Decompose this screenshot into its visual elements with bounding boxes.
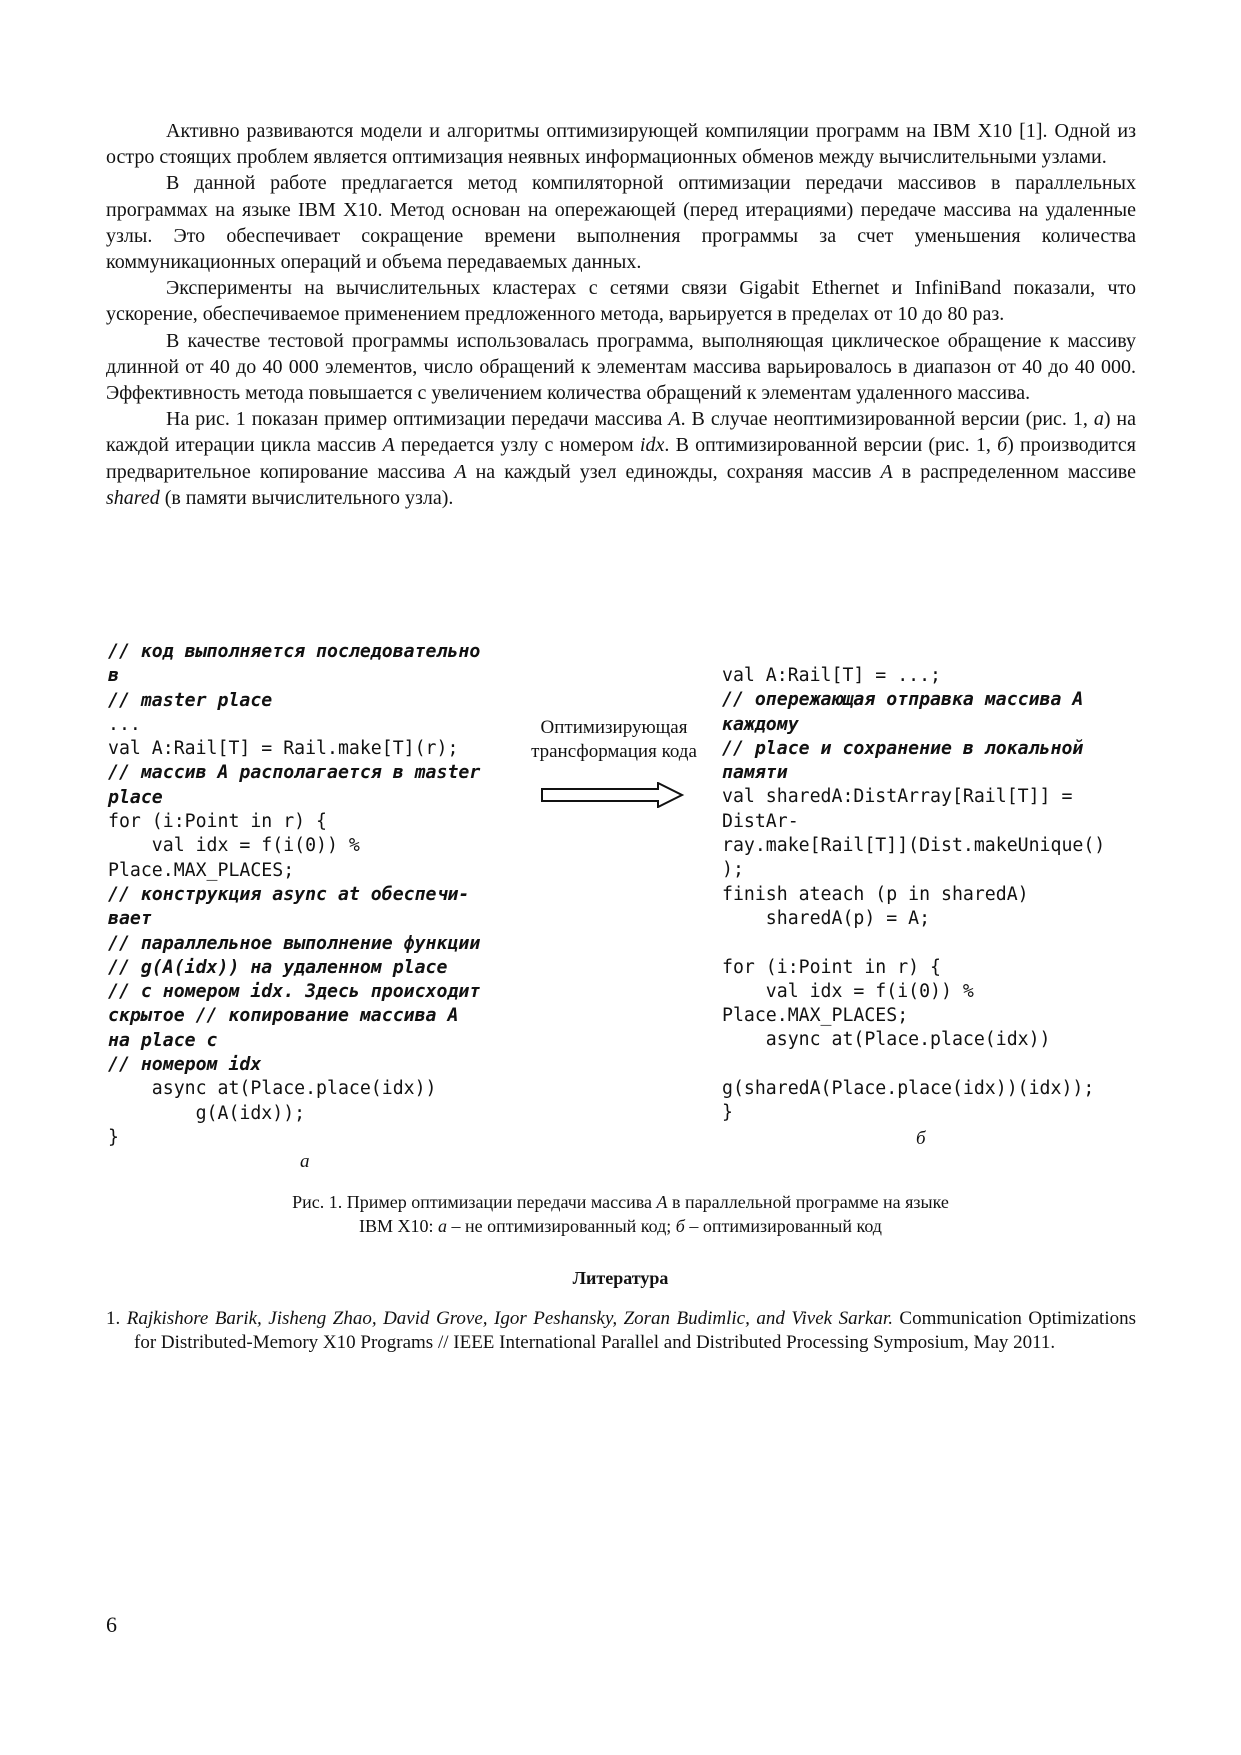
code-text: val idx = f(i(0)) % [108, 835, 360, 857]
reference-item [106, 1307, 1136, 1355]
text-run: ) производится предварительное копирование массива [106, 434, 1137, 483]
transform-arrow-icon [540, 782, 685, 808]
code-comment: на place с [108, 1029, 218, 1051]
text-run: Активно развиваются модели и алгоритмы оптимизирующей компиляции программ на IBM X10 [1]. Одной из остро стоящих проблем является оптимизация неявных информационных обменов между вычислительными узлами. [106, 120, 1136, 169]
italic-run: б [675, 1216, 685, 1236]
code-text: val A:Rail[T] = ...; [722, 665, 941, 686]
italic-run: A [656, 1192, 668, 1212]
code-line [108, 835, 360, 856]
code-text: async at(Place.place(idx)) [108, 1078, 437, 1100]
page-number: 6 [106, 1612, 117, 1637]
code-line [722, 786, 1072, 807]
text-run: . В оптимизированной версии (рис. 1, [664, 434, 998, 457]
text-run: в распределенном массиве [892, 460, 1136, 483]
code-line [108, 933, 480, 954]
code-comment: // конструкция async at обеспечи- [108, 883, 470, 905]
italic-run: а [438, 1216, 448, 1236]
references-heading: Литература [572, 1268, 669, 1288]
text-run: 1. [106, 1308, 127, 1329]
code-comment: // master place [108, 689, 273, 711]
code-line [108, 1078, 437, 1099]
text-run: ) на каждой итерации цикла массив [106, 408, 1136, 457]
body-text [106, 118, 1136, 511]
code-listing-unoptimized [108, 640, 480, 1150]
code-text: Place.MAX_PLACES; [108, 859, 295, 881]
text-run: На рис. 1 показан пример оптимизации передачи массива [166, 408, 669, 431]
code-line [108, 884, 469, 905]
code-line [108, 714, 141, 735]
italic-run: A [454, 460, 467, 483]
code-comment: // код выполняется последовательно [108, 641, 481, 662]
italic-run: shared [106, 486, 160, 509]
italic-run: б [997, 434, 1008, 457]
code-line [108, 860, 294, 881]
code-text: ray.make[Rail[T]](Dist.makeUnique() [722, 835, 1106, 857]
text-run: на каждый узел единожды, сохраняя массив [466, 460, 881, 483]
code-text: g(A(idx)); [108, 1102, 306, 1124]
code-text: finish ateach (p in sharedA) [722, 883, 1029, 905]
code-comment: // массив A располагается в master [108, 762, 481, 784]
text-run: Эксперименты на вычислительных кластерах с сетями связи Gigabit Ethernet и InfiniBand показали, что ускорение, обеспечиваемое применением предложенного метода, варьируется в пределах от 10 до 80 раз. [106, 277, 1136, 326]
code-comment: // g(A(idx)) на удаленном place [108, 956, 448, 978]
code-line [108, 762, 480, 783]
paragraph [106, 118, 1136, 170]
code-line [108, 1005, 458, 1026]
figure-sublabel-b: б [916, 1128, 926, 1149]
text-run: Рис. 1. Пример оптимизации передачи массива [292, 1192, 657, 1212]
italic-run: A [880, 460, 893, 483]
code-line [722, 665, 941, 686]
code-text: for (i:Point in r) { [722, 956, 941, 978]
code-comment: каждому [722, 713, 799, 735]
code-comment: в [108, 665, 119, 687]
code-line [108, 690, 272, 711]
code-comment: // place и сохранение в локальной [722, 737, 1084, 759]
code-line [722, 1102, 733, 1123]
code-line [722, 908, 930, 929]
code-text: val idx = f(i(0)) % [722, 980, 974, 1002]
code-line [722, 957, 941, 978]
code-line [108, 908, 152, 929]
code-text: ); [722, 859, 744, 881]
code-text: val sharedA:DistArray[Rail[T]] = [722, 786, 1073, 808]
code-line [722, 1029, 1051, 1050]
code-line [108, 787, 163, 808]
text-run: в параллельной программе на языке [667, 1192, 949, 1212]
figure-sublabel-a: а [300, 1151, 310, 1172]
code-line [108, 811, 327, 832]
code-text: val A:Rail[T] = Rail.make[T](r); [108, 738, 459, 760]
figure-caption [0, 1190, 1241, 1214]
text-run: (в памяти вычислительного узла). [159, 486, 454, 509]
text-run: . В случае неоптимизированной версии (рис. 1, [680, 408, 1094, 431]
text-run: – не оптимизированный код; [447, 1216, 676, 1236]
code-line [722, 859, 744, 880]
code-comment: // с номером idx. Здесь происходит [108, 981, 481, 1003]
code-line [722, 884, 1029, 905]
code-comment: вает [108, 908, 152, 930]
text-run: Communication Optimizations for Distributed-Memory X10 Programs // IEEE International Parallel and Distributed Processing Symposium, May 2011. [134, 1308, 1137, 1353]
text-run: IBM X10: [359, 1216, 439, 1236]
text-run: В качестве тестовой программы использовалась программа, выполняющая циклическое обращение к массиву длинной от 40 до 40 000 элементов, число обращений к элементам массива варьировалось в диапазон от 40 до 40 000. Эффективность метода повышается с увеличением количества обращений к элементам удаленного массива. [106, 329, 1136, 405]
code-line [722, 738, 1083, 759]
paragraph [106, 406, 1136, 511]
code-text: async at(Place.place(idx)) [722, 1029, 1051, 1051]
code-line [722, 689, 1083, 710]
paragraph [106, 328, 1136, 407]
code-text: DistAr- [722, 810, 799, 832]
text-run: – оптимизированный код [684, 1216, 882, 1236]
code-text: } [722, 1102, 733, 1124]
code-line [108, 738, 458, 759]
italic-run: A [668, 408, 681, 431]
code-comment: // опережающая отправка массива A [722, 689, 1084, 711]
italic-run: A [382, 434, 395, 457]
code-line [722, 835, 1105, 856]
paragraph [106, 275, 1136, 327]
paragraph [106, 170, 1136, 275]
code-line [108, 641, 480, 662]
code-text: Place.MAX_PLACES; [722, 1005, 909, 1027]
code-line [722, 1005, 908, 1026]
code-line [722, 1078, 1094, 1099]
code-text: g(sharedA(Place.place(idx))(idx)); [722, 1078, 1095, 1100]
code-comment: скрытое // копирование массива A [108, 1005, 459, 1027]
code-listing-optimized [722, 664, 1105, 1126]
code-line [722, 981, 974, 1002]
code-line [108, 957, 447, 978]
code-comment: памяти [722, 762, 788, 784]
figure-caption [0, 1214, 1241, 1238]
code-line [108, 981, 480, 1002]
text-run: передается узлу с номером [394, 434, 640, 457]
code-comment: place [108, 786, 163, 808]
text-run: В данной работе предлагается метод компиляторной оптимизации передачи массивов в параллельных программах на языке IBM X10. Метод основан на опережающей (перед итерациями) передаче массива на удаленные узлы. Это обеспечивает сокращение времени выполнения программы за счет уменьшения количества коммуникационных операций и объема передаваемых данных. [106, 172, 1136, 274]
code-line [108, 1030, 218, 1051]
code-text: sharedA(p) = A; [722, 907, 931, 929]
code-text: ... [108, 713, 141, 735]
code-text: } [108, 1126, 119, 1148]
code-comment: // номером idx [108, 1054, 262, 1076]
code-line [108, 1054, 261, 1075]
italic-run: idx [639, 434, 665, 457]
transform-label-line: Оптимизирующая [540, 717, 688, 738]
code-line [722, 811, 799, 832]
code-line [108, 1127, 119, 1148]
code-line [722, 762, 788, 783]
code-comment: // параллельное выполнение функции [108, 932, 481, 954]
transform-label-line: трансформация кода [531, 741, 697, 762]
italic-run: Rajkishore Barik, Jisheng Zhao, David Grove, Igor Peshansky, Zoran Budimlic, and Vivek Sarkar. [126, 1308, 893, 1329]
code-line [722, 714, 799, 735]
code-line [108, 665, 119, 686]
code-line [108, 1103, 305, 1124]
transform-label [514, 716, 714, 764]
italic-run: а [1093, 408, 1104, 431]
code-text: for (i:Point in r) { [108, 811, 327, 833]
